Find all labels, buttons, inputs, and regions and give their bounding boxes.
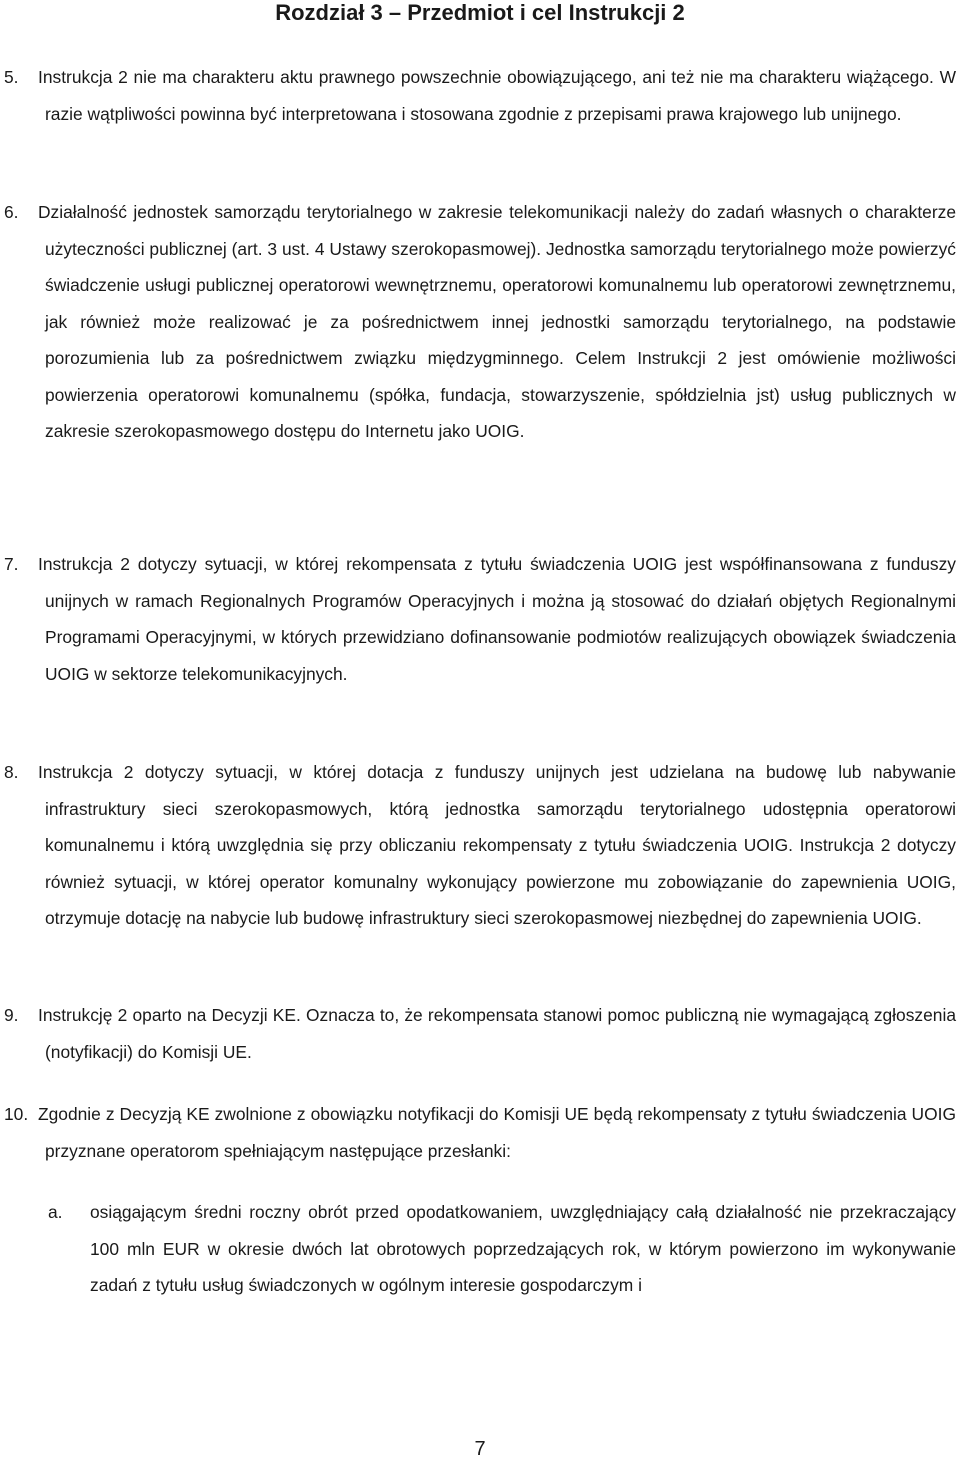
page-number: 7 — [474, 1438, 486, 1460]
paragraph-number: 6. — [4, 202, 19, 222]
subitem-letter: a. — [48, 1202, 63, 1222]
paragraph-text: Instrukcja 2 dotyczy sytuacji, w której rekompensata z tytułu świadczenia UOIG jest współfinansowana z funduszy unijnych w ramach Regionalnych Programów Operacyjnych i można ją stosować do działań objętych Regionalnymi Programami Operacyjnymi, w których przewidziano dofinansowanie podmiotów realizujących obowiązek świadczenia UOIG w sektorze telekomunikacyjnych. — [38, 554, 956, 684]
paragraph-5 — [0, 59, 956, 132]
paragraph-number: 7. — [4, 554, 19, 574]
paragraph-10 — [0, 1096, 956, 1169]
paragraph-6 — [0, 194, 956, 450]
paragraph-text: Instrukcję 2 oparto na Decyzji KE. Oznacza to, że rekompensata stanowi pomoc publiczną nie wymagającą zgłoszenia (notyfikacji) do Komisji UE. — [38, 1005, 956, 1062]
paragraph-number: 5. — [4, 67, 19, 87]
subitem-a — [0, 1194, 956, 1304]
paragraph-number: 10. — [4, 1104, 29, 1124]
chapter-heading: Rozdział 3 – Przedmiot i cel Instrukcji 2 — [275, 0, 685, 25]
paragraph-number: 8. — [4, 762, 19, 782]
paragraph-text: Zgodnie z Decyzją KE zwolnione z obowiązku notyfikacji do Komisji UE będą rekompensaty z tytułu świadczenia UOIG przyznane operatorom spełniającym następujące przesłanki: — [38, 1104, 956, 1161]
paragraph-text: Instrukcja 2 nie ma charakteru aktu prawnego powszechnie obowiązującego, ani też nie ma charakteru wiążącego. W razie wątpliwości powinna być interpretowana i stosowana zgodnie z przepisami prawa krajowego lub unijnego. — [38, 67, 956, 124]
subitem-text: osiągającym średni roczny obrót przed opodatkowaniem, uwzględniający całą działalność nie przekraczający 100 mln EUR w okresie dwóch lat obrotowych poprzedzających rok, w którym powierzono im wykonywanie zadań z tytułu usług świadczonych w ogólnym interesie gospodarczym i — [90, 1202, 956, 1295]
paragraph-number: 9. — [4, 1005, 19, 1025]
paragraph-text: Działalność jednostek samorządu terytorialnego w zakresie telekomunikacji należy do zadań własnych o charakterze użyteczności publicznej (art. 3 ust. 4 Ustawy szerokopasmowej). Jednostka samorządu terytorialnego może powierzyć świadczenie usługi publicznej operatorowi wewnętrznemu, operatorowi komunalnemu lub operatorowi zewnętrznemu, jak również może realizować je za pośrednictwem innej jednostki samorządu terytorialnego, na podstawie porozumienia lub za pośrednictwem związku międzygminnego. Celem Instrukcji 2 jest omówienie możliwości powierzenia operatorowi komunalnemu (spółka, fundacja, stowarzyszenie, spółdzielnia jst) usług publicznych w zakresie szerokopasmowego dostępu do Internetu jako UOIG. — [38, 202, 956, 441]
paragraph-9 — [0, 997, 956, 1070]
paragraph-7 — [0, 546, 956, 692]
paragraph-8 — [0, 754, 956, 937]
paragraph-text: Instrukcja 2 dotyczy sytuacji, w której dotacja z funduszy unijnych jest udzielana na budowę lub nabywanie infrastruktury sieci szerokopasmowych, którą jednostka samorządu terytorialnego udostępnia operatorowi komunalnemu i którą uwzględnia się przy obliczaniu rekompensaty z tytułu świadczenia UOIG. Instrukcja 2 dotyczy również sytuacji, w której operator komunalny wykonujący powierzone mu zobowiązanie do zapewnienia UOIG, otrzymuje dotację na nabycie lub budowę infrastruktury sieci szerokopasmowej niezbędnej do zapewnienia UOIG. — [38, 762, 956, 928]
